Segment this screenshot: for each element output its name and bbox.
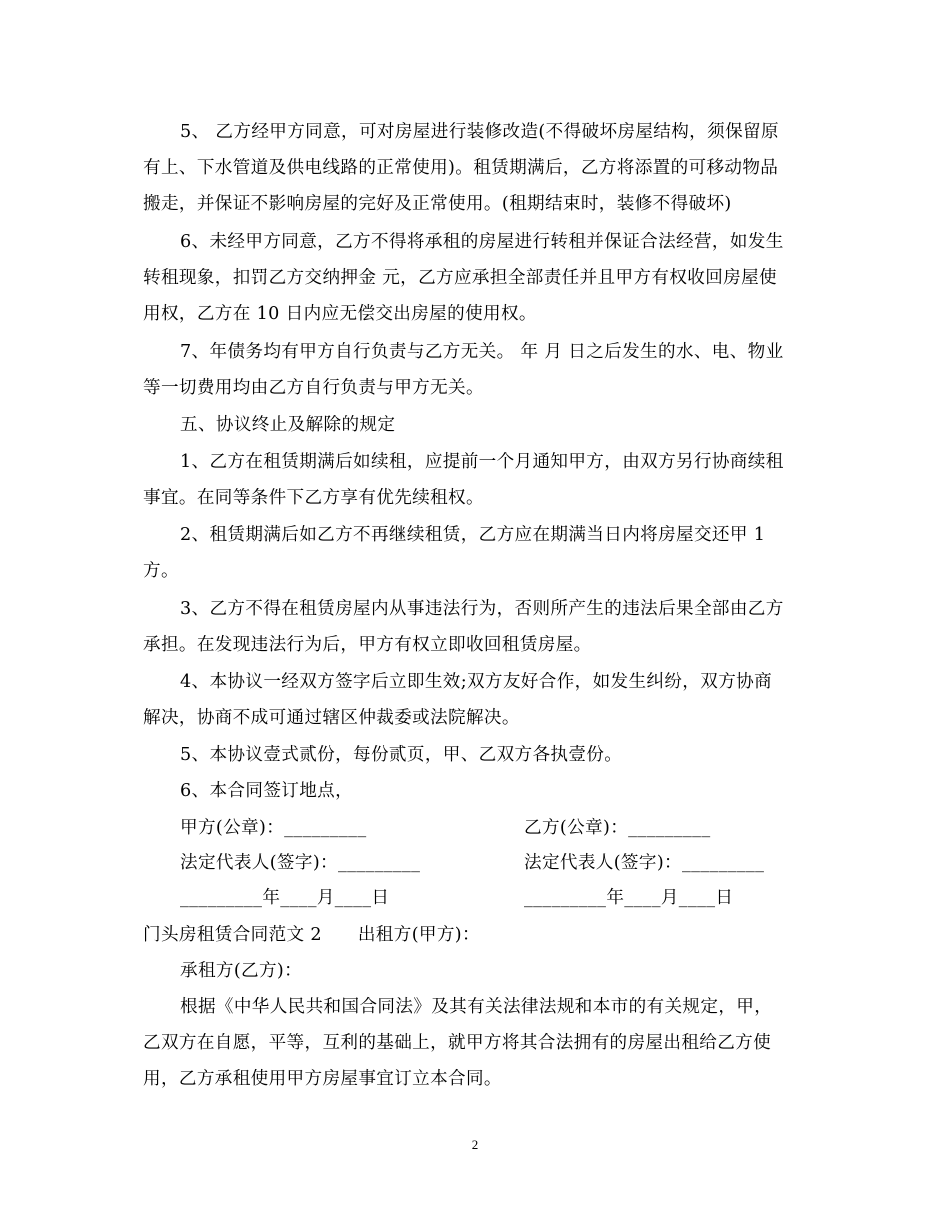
party-b-date: _________年____月____日 xyxy=(524,888,734,908)
term-5-line: 5、本协议壹式贰份，每份贰页，甲、乙双方各执壹份。 xyxy=(180,745,623,765)
party-a-representative: 法定代表人(签字)：_________ xyxy=(180,853,421,873)
term-3-line-1: 3、乙方不得在租赁房屋内从事违法行为，否则所产生的违法后果全部由乙方 xyxy=(180,599,784,619)
party-a-seal: 甲方(公章)：_________ xyxy=(180,818,367,838)
term-3-line-2: 承担。在发现违法行为后，甲方有权立即收回租赁房屋。 xyxy=(143,635,592,655)
term-6-line: 6、本合同签订地点， xyxy=(180,781,354,801)
preamble-line-1: 根据《中华人民共和国合同法》及其有关法律法规和本市的有关规定，甲， xyxy=(180,997,773,1017)
section-5-heading: 五、协议终止及解除的规定 xyxy=(180,415,396,435)
page-number: 2 xyxy=(471,1137,479,1152)
lessee-line: 承租方(乙方)： xyxy=(180,961,303,981)
clause-6-line-3: 用权，乙方在 10 日内应无偿交出房屋的使用权。 xyxy=(143,304,537,324)
contract-2-title-line: 门头房租赁合同范文 2 出租方(甲方)： xyxy=(143,925,480,945)
preamble-line-3: 用，乙方承租使用甲方房屋事宜订立本合同。 xyxy=(143,1069,502,1089)
clause-7-line-1: 7、年债务均有甲方自行负责与乙方无关。 年 月 日之后发生的水、电、物业 xyxy=(180,342,784,362)
clause-6-line-1: 6、未经甲方同意，乙方不得将承租的房屋进行转租并保证合法经营，如发生 xyxy=(180,232,784,252)
clause-7-line-2: 等一切费用均由乙方自行负责与甲方无关。 xyxy=(143,378,484,398)
term-1-line-1: 1、乙方在租赁期满后如续租，应提前一个月通知甲方，由双方另行协商续租 xyxy=(180,452,784,472)
clause-5-line-2: 有上、下水管道及供电线路的正常使用)。租赁期满后，乙方将添置的可移动物品 xyxy=(143,158,779,178)
party-b-seal: 乙方(公章)：_________ xyxy=(524,818,711,838)
party-a-date: _________年____月____日 xyxy=(180,888,390,908)
term-1-line-2: 事宜。在同等条件下乙方享有优先续租权。 xyxy=(143,488,484,508)
term-4-line-1: 4、本协议一经双方签字后立即生效;双方友好合作，如发生纠纷，双方协商 xyxy=(180,672,773,692)
clause-5-line-3: 搬走，并保证不影响房屋的完好及正常使用。(租期结束时，装修不得破坏) xyxy=(143,194,732,214)
clause-5-line-1: 5、 乙方经甲方同意，可对房屋进行装修改造(不得破坏房屋结构，须保留原 xyxy=(180,122,779,142)
term-4-line-2: 解决，协商不成可通过辖区仲裁委或法院解决。 xyxy=(143,708,520,728)
term-2-line-2: 方。 xyxy=(143,561,179,581)
preamble-line-2: 乙双方在自愿，平等，互利的基础上，就甲方将其合法拥有的房屋出租给乙方使 xyxy=(143,1033,772,1053)
party-b-representative: 法定代表人(签字)：_________ xyxy=(524,853,765,873)
clause-6-line-2: 转租现象，扣罚乙方交纳押金 元，乙方应承担全部责任并且甲方有权收回房屋使 xyxy=(143,268,777,288)
term-2-line-1: 2、租赁期满后如乙方不再继续租赁，乙方应在期满当日内将房屋交还甲 1 xyxy=(180,525,766,545)
